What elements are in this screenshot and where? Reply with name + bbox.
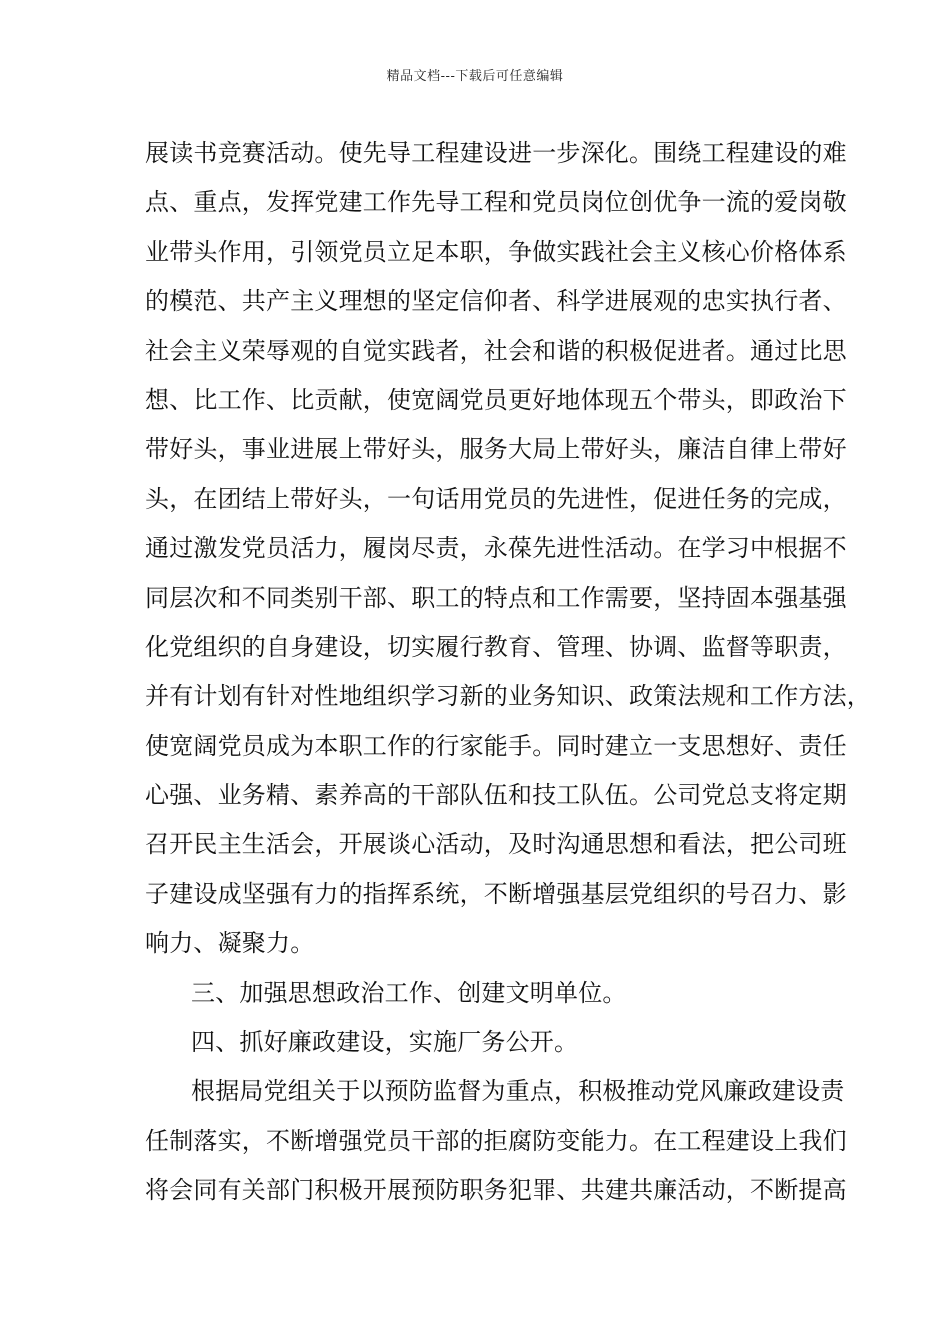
text-line: 展读书竞赛活动。使先导工程建设进一步深化。围绕工程建设的难 — [145, 139, 847, 167]
text-line: 召开民主生活会，开展谈心活动，及时沟通思想和看法，把公司班 — [145, 830, 847, 859]
text-line: 头，在团结上带好头，一句话用党员的先进性，促进任务的完成， — [145, 484, 847, 513]
text-line: 响力、凝聚力。 — [145, 929, 315, 958]
text-line: 并有计划有针对性地组织学习新的业务知识、政策法规和工作方法， — [145, 682, 871, 711]
section-heading: 三、加强思想政治工作、创建文明单位。 — [191, 978, 627, 1007]
text-line: 任制落实，不断增强党员干部的拒腐防变能力。在工程建设上我们 — [145, 1126, 847, 1155]
text-line: 心强、业务精、素养高的干部队伍和技工队伍。公司党总支将定期 — [145, 781, 847, 810]
text-line: 同层次和不同类别干部、职工的特点和工作需要，坚持固本强基强 — [145, 583, 847, 612]
text-line: 带好头，事业进展上带好头，服务大局上带好头，廉洁自律上带好 — [145, 435, 847, 464]
text-line: 根据局党组关于以预防监督为重点，积极推动党风廉政建设责 — [191, 1077, 845, 1106]
text-line: 想、比工作、比贡献，使宽阔党员更好地体现五个带头，即政治下 — [145, 385, 847, 414]
section-heading: 四、抓好廉政建设，实施厂务公开。 — [191, 1028, 579, 1057]
text-line: 的模范、共产主义理想的坚定信仰者、科学进展观的忠实执行者、 — [145, 287, 847, 316]
text-line: 将会同有关部门积极开展预防职务犯罪、共建共廉活动，不断提高 — [145, 1176, 847, 1205]
text-line: 点、重点，发挥党建工作先导工程和党员岗位创优争一流的爱岗敬 — [145, 188, 847, 217]
text-line: 化党组织的自身建设，切实履行教育、管理、协调、监督等职责， — [145, 632, 847, 661]
page-header: 精品文档---下载后可任意编辑 — [386, 69, 564, 84]
text-line: 子建设成坚强有力的指挥系统，不断增强基层党组织的号召力、影 — [145, 879, 847, 908]
text-line: 通过激发党员活力，履岗尽责，永葆先进性活动。在学习中根据不 — [145, 534, 847, 563]
document-body — [145, 129, 871, 1216]
text-line: 社会主义荣辱观的自觉实践者，社会和谐的积极促进者。通过比思 — [145, 336, 847, 365]
text-line: 业带头作用，引领党员立足本职，争做实践社会主义核心价格体系 — [145, 237, 847, 266]
text-line: 使宽阔党员成为本职工作的行家能手。同时建立一支思想好、责任 — [145, 731, 847, 760]
